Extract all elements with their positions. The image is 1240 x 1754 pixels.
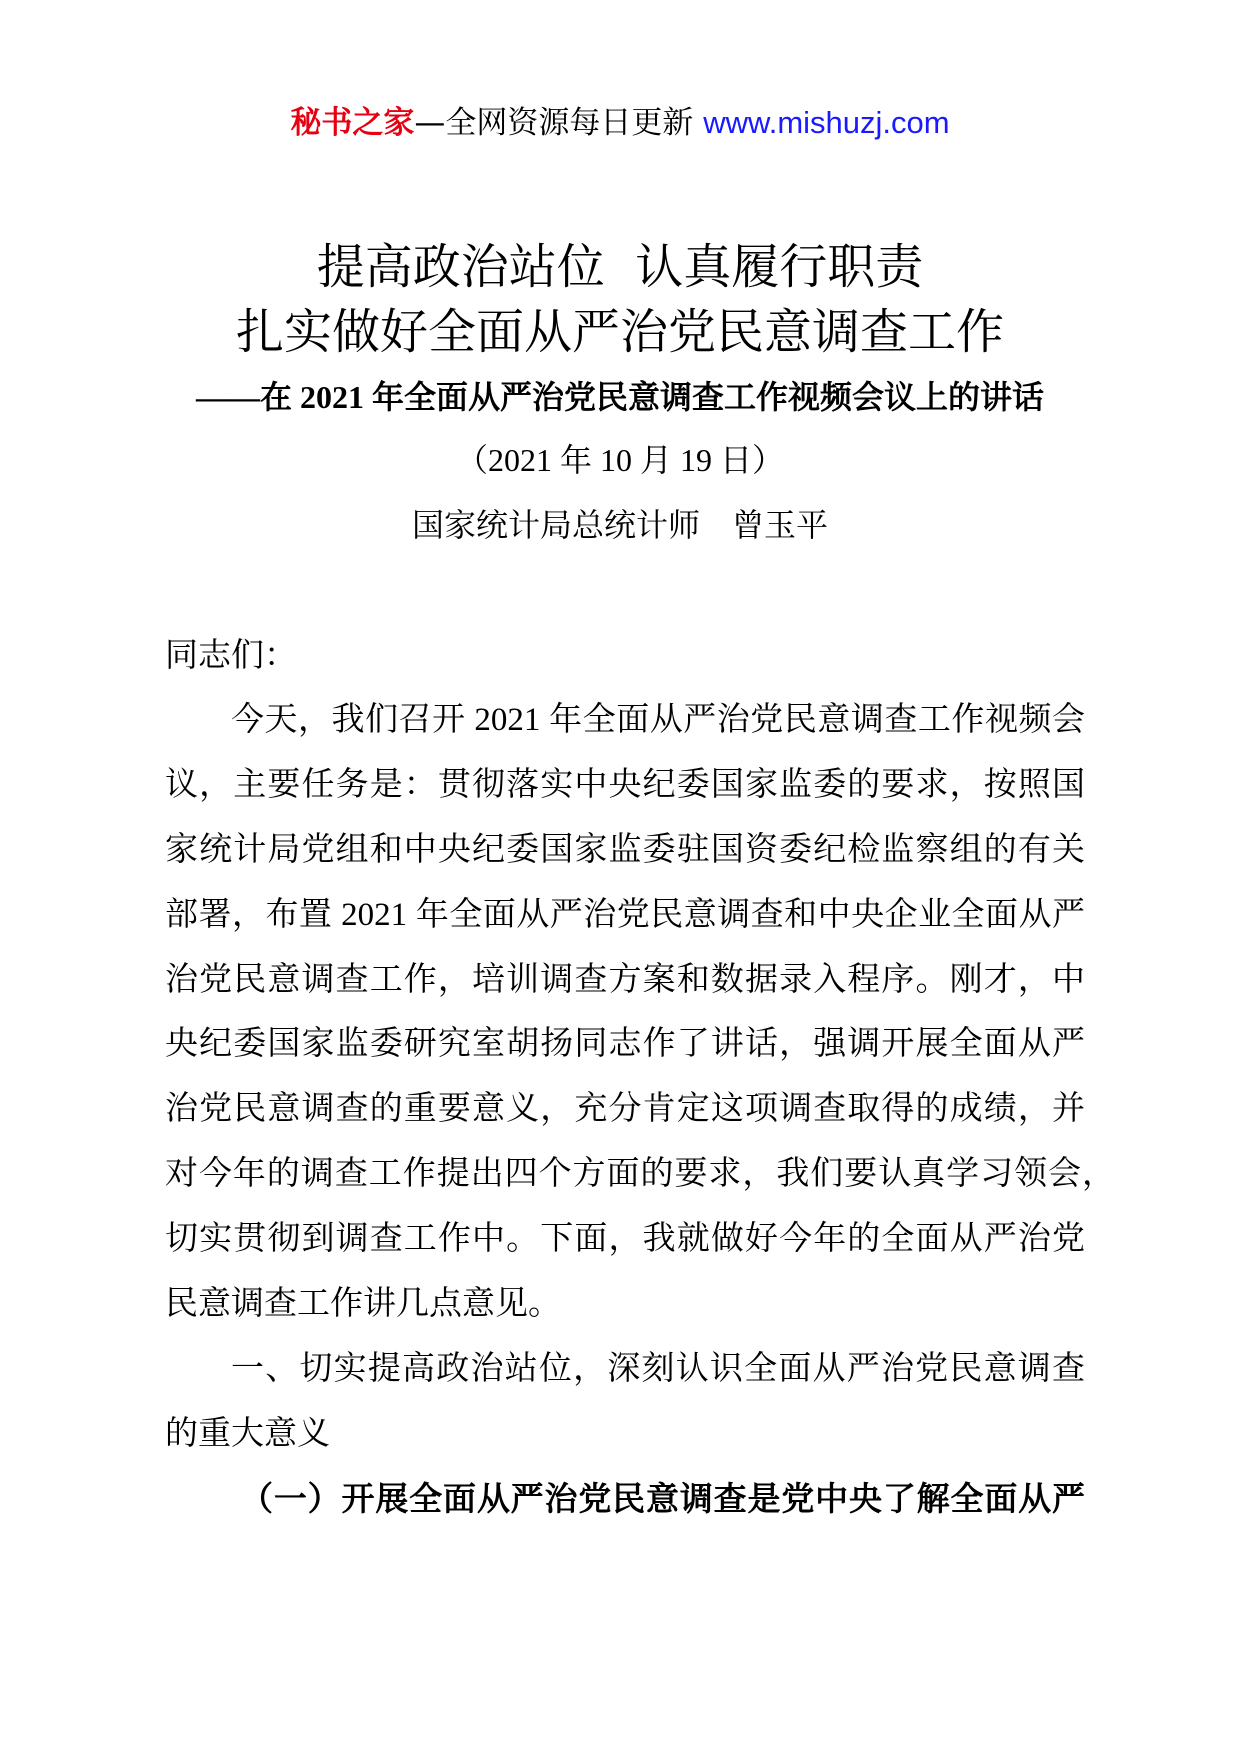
subtitle: ——在 2021 年全面从严治党民意调查工作视频会议上的讲话: [195, 379, 1044, 415]
header-tagline: —全网资源每日更新: [414, 105, 694, 141]
paragraph-line: 央纪委国家监委研究室胡扬同志作了讲话，强调开展全面从严: [165, 1026, 1085, 1062]
site-url-link[interactable]: www.mishuzj.com: [703, 105, 950, 140]
site-header: [0, 101, 1240, 145]
paragraph-line: 议，主要任务是：贯彻落实中央纪委国家监委的要求，按照国: [165, 767, 1085, 803]
brand-name: 秘书之家: [290, 105, 415, 141]
speaker: 国家统计局总统计师 曾玉平: [411, 506, 828, 544]
salutation: 同志们：: [165, 638, 297, 674]
subsection-heading: （一）开展全面从严治党民意调查是党中央了解全面从严: [240, 1482, 1085, 1518]
title-line-2: 扎实做好全面从严治党民意调查工作: [235, 304, 1004, 360]
paragraph-line: 家统计局党组和中央纪委国家监委驻国资委纪检监察组的有关: [165, 832, 1085, 868]
paragraph-line: 对今年的调查工作提出四个方面的要求，我们要认真学习领会，: [165, 1156, 1115, 1192]
paragraph-line: 部署，布置 2021 年全面从严治党民意调查和中央企业全面从严: [165, 897, 1085, 933]
title-line-1: 提高政治站位 认真履行职责: [316, 239, 924, 295]
paragraph-line: 民意调查工作讲几点意见。: [165, 1286, 561, 1322]
paragraph-line: 治党民意调查的重要意义，充分肯定这项调查取得的成绩，并: [165, 1091, 1085, 1127]
paragraph-line: 治党民意调查工作，培训调查方案和数据录入程序。刚才，中: [165, 962, 1085, 998]
section-heading-line: 一、切实提高政治站位，深刻认识全面从严治党民意调查: [231, 1351, 1085, 1387]
paragraph-line: 切实贯彻到调查工作中。下面，我就做好今年的全面从严治党: [165, 1221, 1085, 1257]
speech-date: （2021 年 10 月 19 日）: [455, 442, 784, 478]
paragraph-line: 今天，我们召开 2021 年全面从严治党民意调查工作视频会: [231, 702, 1085, 738]
section-heading-line: 的重大意义: [165, 1416, 330, 1452]
